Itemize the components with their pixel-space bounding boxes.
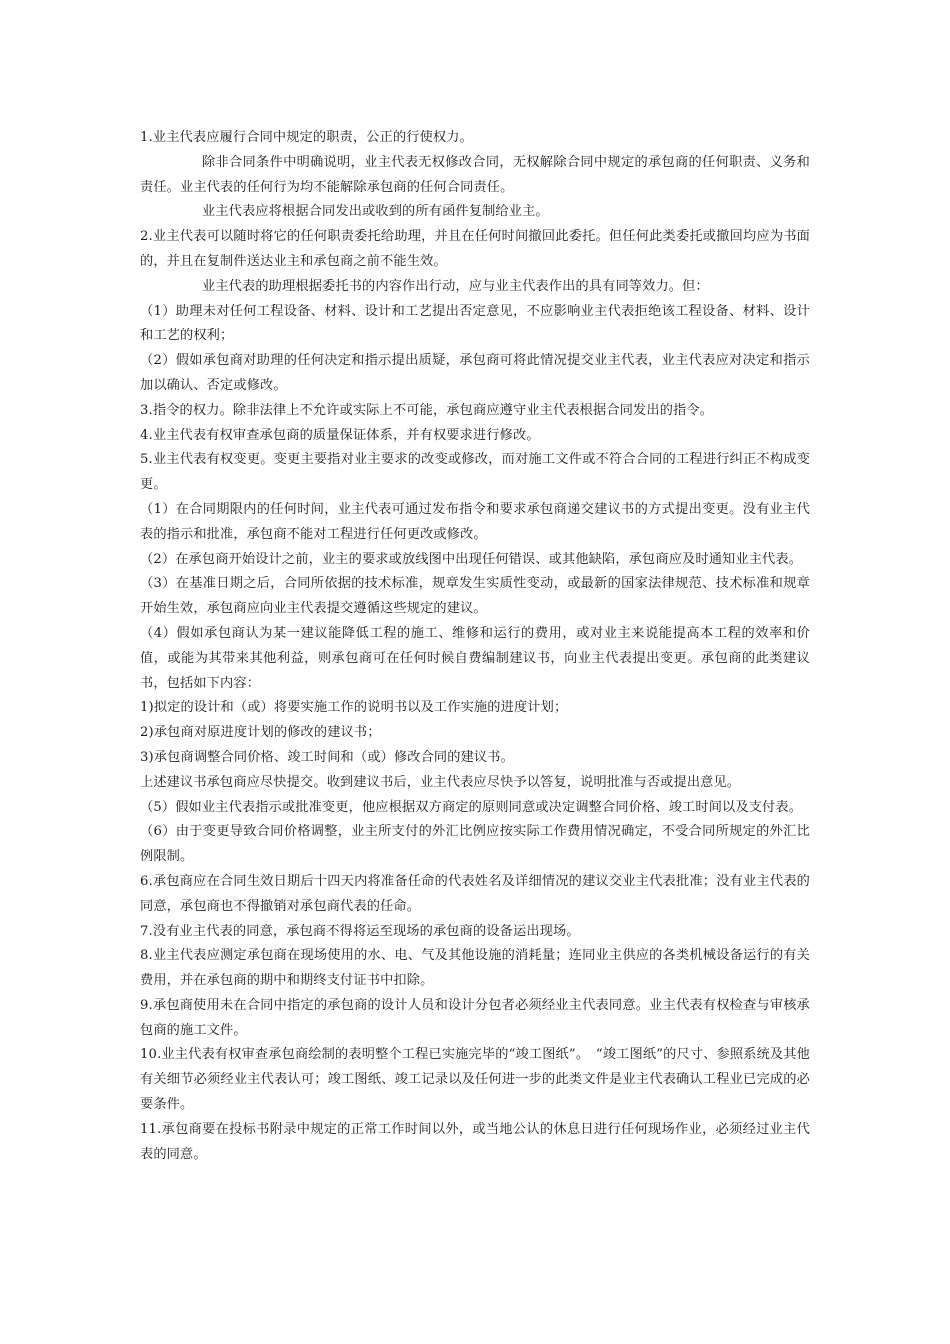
paragraph-20: （6）由于变更导致合同价格调整，业主所支付的外汇比例应按实际工作费用情况确定，不受合同所规定的外汇比例限制。 <box>140 824 810 865</box>
paragraph-25: 10.业主代表有权审查承包商绘制的表明整个工程已实施完毕的“竣工图纸”。 “竣工图纸”的尺寸、参照系统及其他有关细节必须经业主代表认可；竣工图纸、竣工记录以及任何进一步的此类文件是业主代表确认工程业已完成的必要条件。 <box>140 1047 810 1113</box>
paragraph-6: （1）助理未对任何工程设备、材料、设计和工艺提出否定意见，不应影响业主代表拒绝该工程设备、材料、设计和工艺的权利； <box>140 303 810 344</box>
paragraph-26: 11.承包商要在投标书附录中规定的正常工作时间以外，或当地公认的休息日进行任何现场作业，必须经过业主代表的同意。 <box>140 1121 810 1162</box>
paragraph-21: 6.承包商应在合同生效日期后十四天内将准备任命的代表姓名及详细情况的建议交业主代表批准；没有业主代表的同意，承包商也不得撤销对承包商代表的任命。 <box>140 873 810 914</box>
paragraph-17: 3)承包商调整合同价格、竣工时间和（或）修改合同的建议书。 <box>140 749 514 765</box>
paragraph-22: 7.没有业主代表的同意，承包商不得将运至现场的承包商的设备运出现场。 <box>140 923 580 939</box>
paragraph-7: （2）假如承包商对助理的任何决定和指示提出质疑，承包商可将此情况提交业主代表，业主代表应对决定和指示加以确认、否定或修改。 <box>140 353 810 393</box>
document-body <box>140 126 810 1167</box>
paragraph-10: 5.业主代表有权变更。变更主要指对业主要求的改变或修改，而对施工文件或不符合合同的工程进行纠正不构成变更。 <box>140 452 810 493</box>
paragraph-14: （4）假如承包商认为某一建议能降低工程的施工、维修和运行的费用，或对业主来说能提高本工程的效率和价值，或能为其带来其他利益，则承包商可在任何时候自费编制建议书，向业主代表提出变更。承包商的此类建议书，包括如下内容： <box>140 625 810 691</box>
paragraph-8: 3.指令的权力。除非法律上不允许或实际上不可能，承包商应遵守业主代表根据合同发出的指令。 <box>140 402 714 418</box>
paragraph-23: 8.业主代表应测定承包商在现场使用的水、电、气及其他设施的消耗量；连同业主供应的各类机械设备运行的有关费用，并在承包商的期中和期终支付证书中扣除。 <box>140 948 810 989</box>
paragraph-18: 上述建议书承包商应尽快提交。收到建议书后，业主代表应尽快予以答复，说明批准与否或提出意见。 <box>140 774 741 790</box>
paragraph-15: 1)拟定的设计和（或）将要实施工作的说明书以及工作实施的进度计划； <box>140 700 568 716</box>
paragraph-1: 1.业主代表应履行合同中规定的职责，公正的行使权力。 <box>140 130 473 145</box>
paragraph-11: （1）在合同期限内的任何时间，业主代表可通过发布指令和要求承包商递交建议书的方式提出变更。没有业主代表的指示和批准，承包商不能对工程进行任何更改或修改。 <box>140 501 810 542</box>
paragraph-5: 业主代表的助理根据委托书的内容作出行动，应与业主代表作出的具有同等效力。但： <box>202 278 709 294</box>
paragraph-2: 除非合同条件中明确说明，业主代表无权修改合同，无权解除合同中规定的承包商的任何职责、义务和责任。业主代表的任何行为均不能解除承包商的任何合同责任。 <box>140 154 810 195</box>
paragraph-16: 2)承包商对原进度计划的修改的建议书； <box>140 725 381 741</box>
paragraph-13: （3）在基准日期之后，合同所依据的技术标准，规章发生实质性变动，或最新的国家法律规范、技术标准和规章开始生效，承包商应向业主代表提交遵循这些规定的建议。 <box>140 576 810 617</box>
paragraph-9: 4.业主代表有权审查承包商的质量保证体系，并有权要求进行修改。 <box>140 427 540 443</box>
paragraph-3: 业主代表应将根据合同发出或收到的所有函件复制给业主。 <box>202 204 549 220</box>
paragraph-12: （2）在承包商开始设计之前，业主的要求或放线图中出现任何错误、或其他缺陷，承包商应及时通知业主代表。 <box>140 551 803 567</box>
paragraph-24: 9.承包商使用未在合同中指定的承包商的设计人员和设计分包者必须经业主代表同意。业主代表有权检查与审核承包商的施工文件。 <box>140 997 810 1038</box>
paragraph-4: 2.业主代表可以随时将它的任何职责委托给助理，并且在任何时间撤回此委托。但任何此类委托或撤回均应为书面的，并且在复制件送达业主和承包商之前不能生效。 <box>140 229 810 269</box>
paragraph-19: （5）假如业主代表指示或批准变更，他应根据双方商定的原则同意或决定调整合同价格、竣工时间以及支付表。 <box>140 799 803 815</box>
